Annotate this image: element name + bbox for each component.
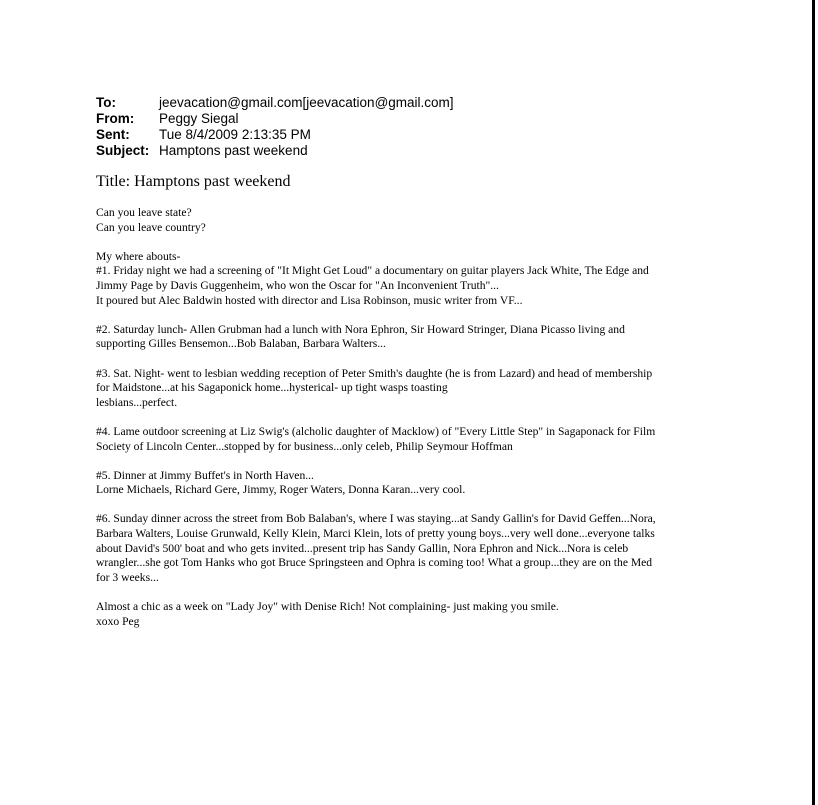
to-label: To:: [96, 95, 116, 110]
to-row: [96, 95, 454, 111]
body-line: for 3 weeks...: [96, 570, 159, 584]
body-line: about David's 500' boat and who gets invited...present trip has Sandy Gallin, Nora Ephron and Nick...Nora is celeb: [96, 541, 629, 555]
body-line: #6. Sunday dinner across the street from Bob Balaban's, where I was staying...at Sandy Gallin's for David Geffen...Nora,: [96, 512, 656, 526]
body-line: lesbians...perfect.: [96, 395, 178, 409]
email-body: [96, 206, 714, 644]
sent-label: Sent:: [96, 127, 130, 142]
body-line: Jimmy Page by Davis Guggenheim, who won the Oscar for "An Inconvenient Truth"...: [96, 278, 499, 292]
body-line: #5. Dinner at Jimmy Buffet's in North Haven...: [96, 468, 314, 482]
body-line: Society of Lincoln Center...stopped by for business...only celeb, Philip Seymour Hoffman: [96, 439, 513, 453]
body-paragraph: [96, 512, 714, 585]
body-line: for Maidstone...at his Sagaponick home...hysterical- up tight wasps toasting: [96, 381, 448, 395]
to-value: jeevacation@gmail.com[jeevacation@gmail.com]: [159, 95, 454, 110]
email-header: [96, 95, 454, 159]
sent-value: Tue 8/4/2009 2:13:35 PM: [159, 127, 311, 142]
from-value: Peggy Siegal: [159, 111, 239, 126]
body-paragraph: [96, 425, 714, 454]
body-paragraph: [96, 206, 714, 235]
body-paragraph: [96, 600, 714, 629]
subject-value: Hamptons past weekend: [159, 143, 308, 158]
body-line: #1. Friday night we had a screening of "It Might Get Loud" a documentary on guitar players Jack White, The Edge and: [96, 264, 649, 278]
from-label: From:: [96, 111, 135, 126]
body-line: Can you leave state?: [96, 206, 192, 219]
subject-label: Subject:: [96, 143, 150, 158]
email-title: Title: Hamptons past weekend: [96, 173, 291, 190]
body-line: #2. Saturday lunch- Allen Grubman had a lunch with Nora Ephron, Sir Howard Stringer, Diana Picasso living and: [96, 322, 625, 336]
body-line: #4. Lame outdoor screening at Liz Swig's (alcholic daughter of Macklow) of "Every Little Step" in Sagaponack for Film: [96, 424, 656, 438]
body-line: My where abouts-: [96, 249, 181, 263]
body-line: #3. Sat. Night- went to lesbian wedding reception of Peter Smith's daughte (he is from Lazard) and head of membership: [96, 366, 653, 380]
body-line: It poured but Alec Baldwin hosted with director and Lisa Robinson, music writer from VF...: [96, 293, 523, 307]
from-row: [96, 111, 454, 127]
body-line: Almost a chic as a week on "Lady Joy" with Denise Rich! Not complaining- just making you smile.: [96, 600, 559, 614]
body-paragraph: [96, 367, 714, 411]
body-line: Barbara Walters, Louise Grunwald, Kelly Klein, Marci Klein, lots of pretty young boys...very well done...everyone talks: [96, 527, 655, 541]
body-line: Lorne Michaels, Richard Gere, Jimmy, Roger Waters, Donna Karan...very cool.: [96, 483, 466, 497]
body-line: supporting Gilles Bensemon...Bob Balaban, Barbara Walters...: [96, 337, 386, 351]
body-paragraph: [96, 323, 714, 352]
sent-row: [96, 127, 454, 143]
body-line: wrangler...she got Tom Hanks who got Bruce Springsteen and Ophra is coming too! What a group...they are on the Med: [96, 556, 653, 570]
body-paragraph: [96, 250, 714, 308]
body-line: Can you leave country?: [96, 220, 206, 234]
body-paragraph: [96, 469, 714, 498]
subject-row: [96, 143, 454, 159]
body-line: xoxo Peg: [96, 614, 140, 628]
